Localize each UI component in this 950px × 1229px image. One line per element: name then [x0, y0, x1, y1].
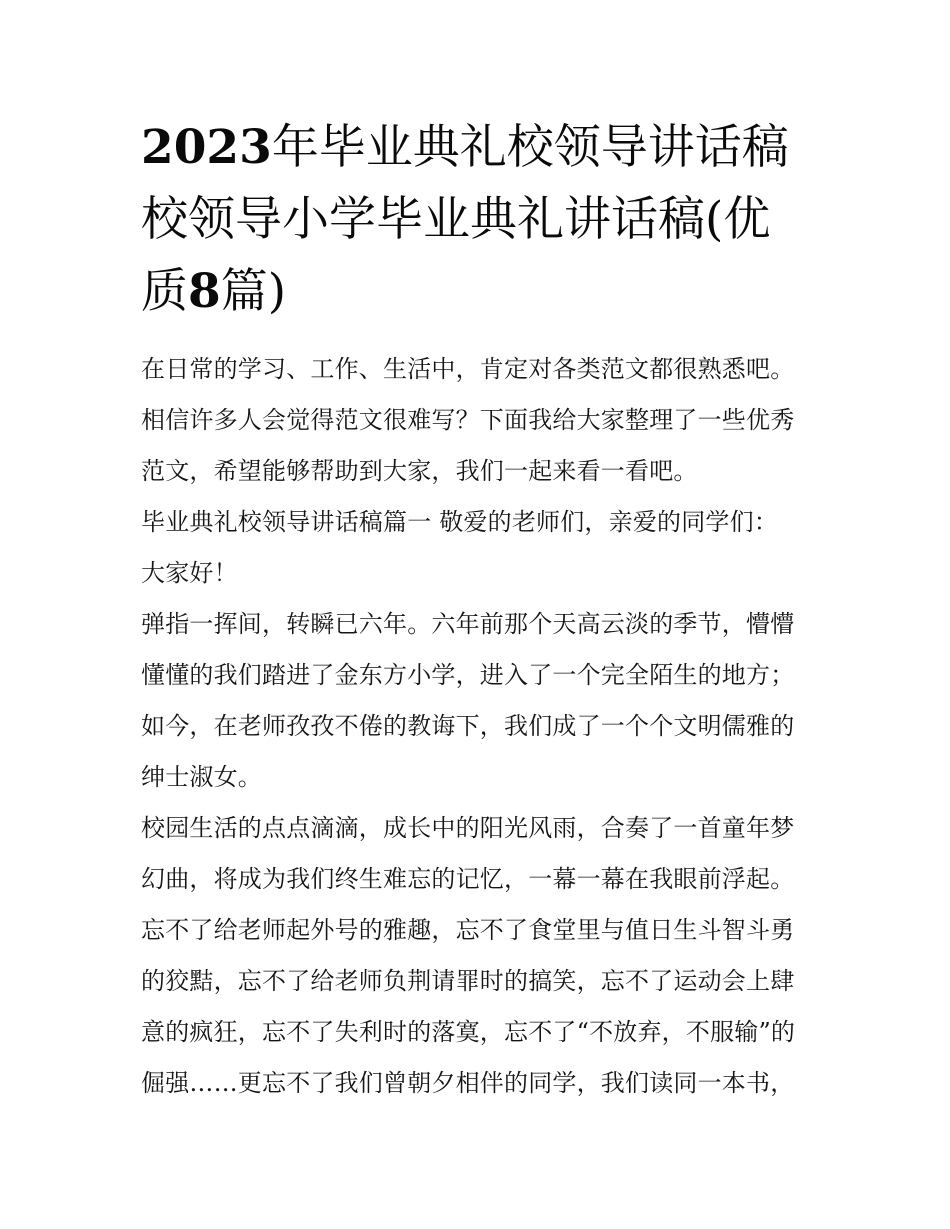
- title-suffix: 篇): [220, 264, 287, 319]
- title-count: 8: [188, 264, 221, 319]
- title-main: 年毕业典礼校领导讲话稿校领导小学毕业典礼讲话稿(优质: [141, 120, 789, 319]
- paragraph-heading: 毕业典礼校领导讲话稿篇一 敬爱的老师们，亲爱的同学们：: [141, 508, 779, 536]
- document-body: [141, 344, 813, 1109]
- title-year: 2023: [141, 120, 272, 175]
- document-page: [141, 112, 813, 1109]
- document-title: [141, 112, 813, 328]
- paragraph-six-years: 弹指一挥间，转瞬已六年。六年前那个天高云淡的季节，懵懵懂懂的我们踏进了金东方小学，进入了一个完全陌生的地方；如今，在老师孜孜不倦的教诲下，我们成了一个个文明儒雅的绅士淑女。: [141, 610, 795, 791]
- paragraph-greeting: 大家好！: [141, 559, 238, 587]
- paragraph-memories: 校园生活的点点滴滴，成长中的阳光风雨，合奏了一首童年梦幻曲，将成为我们终生难忘的记忆，一幕一幕在我眼前浮起。忘不了给老师起外号的雅趣，忘不了食堂里与值日生斗智斗勇的狡黠，忘不了给老师负荆请罪时的搞笑，忘不了运动会上肆意的疯狂，忘不了失利时的落寞，忘不了“不放弃，不服输”的倔强……更忘不了我们曾朝夕相伴的同学，我们读同一本书，: [141, 814, 796, 1097]
- paragraph-intro: 在日常的学习、工作、生活中，肯定对各类范文都很熟悉吧。相信许多人会觉得范文很难写？下面我给大家整理了一些优秀范文，希望能够帮助到大家，我们一起来看一看吧。: [141, 355, 795, 485]
